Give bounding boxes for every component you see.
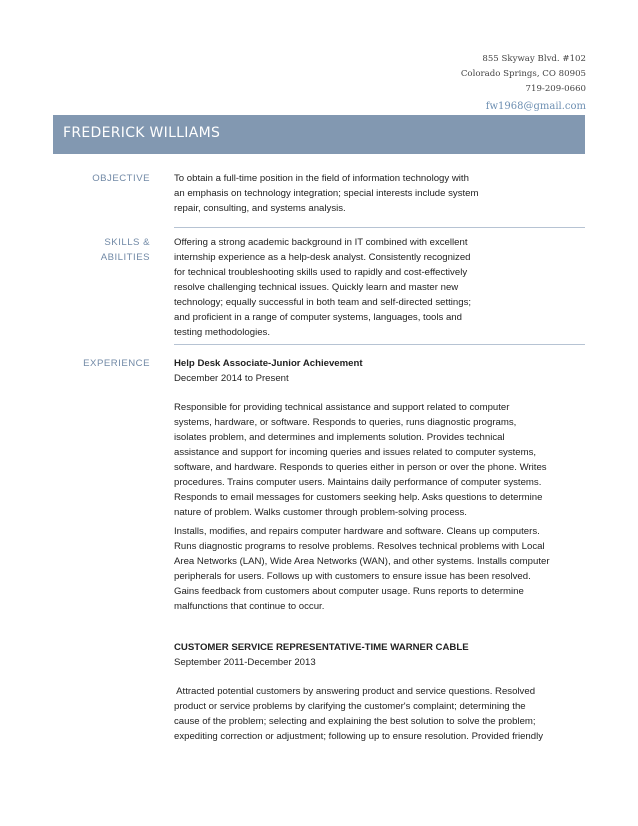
job-desc-line: Attracted potential customers by answering product and service questions. Resolved <box>174 686 536 697</box>
skills-line: resolve challenging technical issues. Quickly learn and master new <box>174 282 459 293</box>
name-header <box>53 115 585 154</box>
job-title: CUSTOMER SERVICE REPRESENTATIVE-TIME WARNER CABLE <box>174 642 469 653</box>
divider <box>174 227 585 228</box>
skills-line: and proficient in a range of computer systems, languages, tools and <box>174 312 462 323</box>
job-desc-line: cause of the problem; selecting and explaining the best solution to solve the problem; <box>174 716 536 727</box>
job-title: Help Desk Associate-Junior Achievement <box>174 358 363 369</box>
candidate-name: FREDERICK WILLIAMS <box>63 125 221 141</box>
job-desc-line: systems, hardware, or software. Responds to queries, runs diagnostic programs, <box>174 417 517 428</box>
job-desc-line: Gains feedback from customers about computer usage. Runs reports to determine <box>174 586 524 597</box>
job-desc-line: expediting correction or adjustment; following up to ensure resolution. Provided friendly <box>174 731 544 742</box>
skills-line: testing methodologies. <box>174 327 270 338</box>
job-desc-line: Installs, modifies, and repairs computer hardware and software. Cleans up computers. <box>174 526 540 537</box>
job-desc-line: Area Networks (LAN), Wide Area Networks (WAN), and other systems. Installs computer <box>174 556 550 567</box>
job-desc-line: malfunctions that continue to occur. <box>174 601 325 612</box>
skills-label: SKILLS & ABILITIES <box>100 237 150 263</box>
experience-content <box>174 356 585 744</box>
job-dates: September 2011-December 2013 <box>174 657 316 668</box>
objective-text <box>174 171 585 216</box>
objective-line: To obtain a full-time position in the field of information technology with <box>174 173 469 184</box>
contact-block <box>461 52 586 114</box>
skills-line: Offering a strong academic background in IT combined with excellent <box>174 237 468 248</box>
job-desc-line: isolates problem, and determines and implements solution. Provides technical <box>174 432 505 443</box>
divider <box>174 344 585 345</box>
job-desc-line: Responds to email messages for customers seeking help. Asks questions to determine <box>174 492 543 503</box>
contact-city: Colorado Springs, CO 80905 <box>460 69 586 79</box>
job-dates: December 2014 to Present <box>174 373 289 384</box>
contact-email[interactable]: fw1968@gmail.com <box>485 101 586 112</box>
job-desc-line: software, and hardware. Responds to queries either in person or over the phone. Writes <box>174 462 547 473</box>
skills-line: technology; equally successful in both team and self-directed settings; <box>174 297 472 308</box>
objective-label: OBJECTIVE <box>92 173 150 184</box>
skills-line: internship experience as a help-desk analyst. Consistently recognized <box>174 252 471 263</box>
skills-line: for technical troubleshooting skills used to rapidly and cost-effectively <box>174 267 468 278</box>
job-desc-line: nature of problem. Walks customer through problem-solving process. <box>174 507 467 518</box>
job-desc-line: Responsible for providing technical assistance and support related to computer <box>174 402 510 413</box>
job-desc-line: assistance and support for incoming queries and issues related to computer systems, <box>174 447 537 458</box>
objective-line: an emphasis on technology integration; special interests include system <box>174 188 479 199</box>
skills-text <box>174 235 585 340</box>
job-desc-line: Runs diagnostic programs to resolve problems. Resolves technical problems with Local <box>174 541 545 552</box>
experience-label: EXPERIENCE <box>83 358 150 369</box>
objective-line: repair, consulting, and systems analysis. <box>174 203 346 214</box>
job-desc-line: procedures. Trains computer users. Maintains daily performance of computer systems. <box>174 477 542 488</box>
job-desc-line: peripherals for users. Follows up with customers to ensure issue has been resolved. <box>174 571 531 582</box>
contact-phone: 719-209-0660 <box>525 84 586 94</box>
job-desc-line: product or service problems by clarifying the customer's complaint; determining the <box>174 701 526 712</box>
contact-address: 855 Skyway Blvd. #102 <box>482 54 586 64</box>
